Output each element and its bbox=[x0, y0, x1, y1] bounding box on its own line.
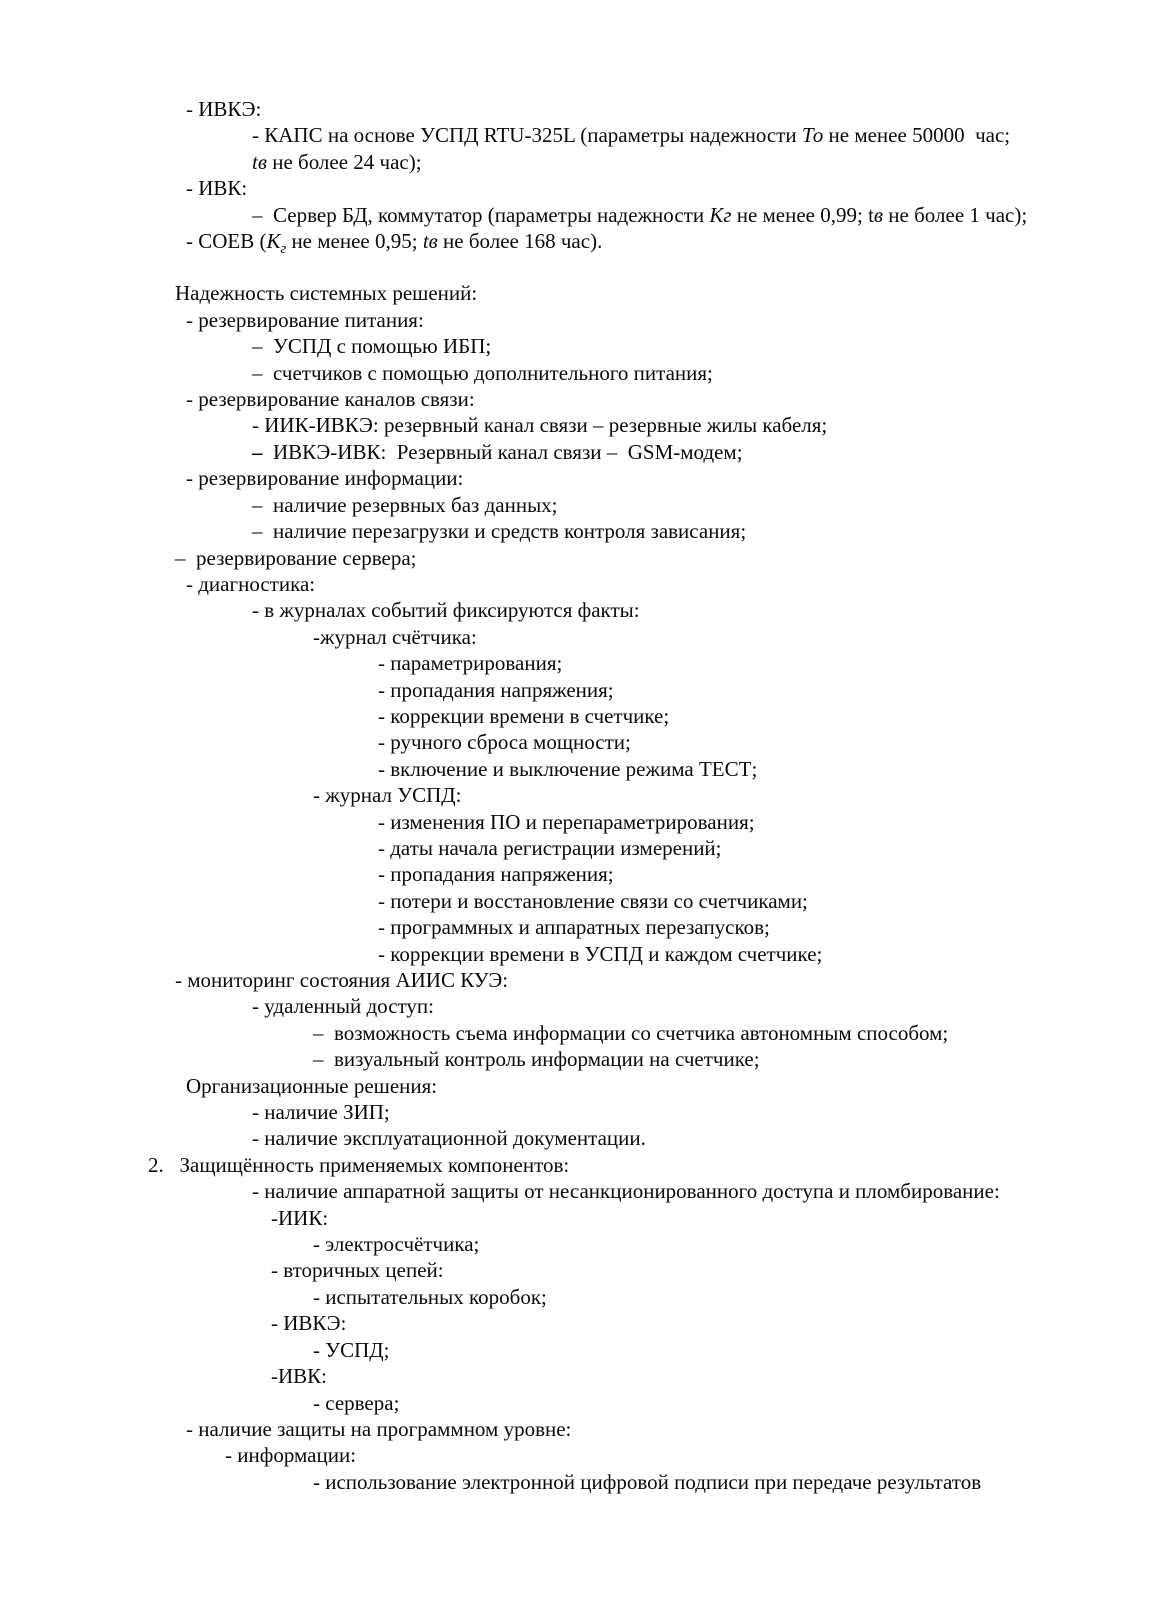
document-line: - наличие защиты на программном уровне: bbox=[186, 1416, 572, 1441]
document-line: tв не более 24 час); bbox=[252, 149, 422, 174]
document-line: 2. Защищённость применяемых компонентов: bbox=[148, 1152, 570, 1177]
document-line: - программных и аппаратных перезапусков; bbox=[378, 915, 770, 940]
document-line: – Сервер БД, коммутатор (параметры надежности Кг не менее 0,99; tв не более 1 час); bbox=[252, 202, 1028, 227]
document-line: -ИВК: bbox=[271, 1364, 328, 1389]
document-line: - пропадания напряжения; bbox=[378, 677, 614, 702]
document-line: - мониторинг состояния АИИС КУЭ: bbox=[175, 968, 509, 992]
document-line: - даты начала регистрации измерений; bbox=[378, 835, 722, 860]
document-line: - ИИК-ИВКЭ: резервный канал связи – резервные жилы кабеля; bbox=[252, 413, 828, 438]
document-line: - пропадания напряжения; bbox=[378, 862, 614, 887]
document-line: - ИВКЭ: bbox=[271, 1311, 347, 1336]
document-line: – резервирование сервера; bbox=[175, 545, 417, 570]
document-line: - удаленный доступ: bbox=[252, 994, 434, 1019]
document-line: - испытательных коробок; bbox=[313, 1284, 547, 1309]
document-line: - наличие ЗИП; bbox=[252, 1100, 390, 1125]
text-block bbox=[0, 96, 1150, 1495]
document-line: - резервирование питания: bbox=[186, 307, 424, 332]
document-line: - коррекции времени в счетчике; bbox=[378, 703, 670, 728]
document-line: - диагностика: bbox=[186, 571, 316, 596]
document-line: - изменения ПО и перепараметрирования; bbox=[378, 809, 755, 834]
document-line: – УСПД с помощью ИБП; bbox=[252, 334, 492, 359]
document-line: - сервера; bbox=[313, 1390, 400, 1415]
document-line: - в журналах событий фиксируются факты: bbox=[252, 598, 640, 623]
document-line: - наличие эксплуатационной документации. bbox=[252, 1126, 646, 1151]
document-line: - вторичных цепей: bbox=[271, 1258, 444, 1283]
document-line: – наличие перезагрузки и средств контроля зависания; bbox=[252, 519, 747, 544]
document-line: – визуальный контроль информации на счетчике; bbox=[313, 1047, 760, 1072]
document-line: – наличие резервных баз данных; bbox=[252, 492, 558, 517]
document-line: - КАПС на основе УСПД RTU-325L (параметры надежности То не менее 50000 час; bbox=[252, 123, 1011, 148]
document-line: - наличие аппаратной защиты от несанкционированного доступа и пломбирование: bbox=[252, 1179, 1000, 1204]
document-line: Организационные решения: bbox=[186, 1073, 438, 1098]
document-line: - СОЕВ ($К_г$ не менее 0,95; tв не более 168 час). bbox=[186, 229, 603, 258]
document-line: - информации: bbox=[225, 1443, 357, 1468]
document-line: - ручного сброса мощности; bbox=[378, 730, 631, 755]
document-line: – счетчиков с помощью дополнительного питания; bbox=[252, 360, 713, 385]
document-line: – ИВКЭ-ИВК: Резервный канал связи – GSM-модем; bbox=[252, 439, 743, 464]
document-line: - журнал УСПД: bbox=[313, 783, 462, 808]
document-line: - параметрирования; bbox=[378, 651, 563, 676]
document-line: - включение и выключение режима ТЕСТ; bbox=[378, 756, 758, 781]
document-line: - электросчётчика; bbox=[313, 1232, 480, 1257]
document-line: - резервирование информации: bbox=[186, 466, 464, 491]
document-line: Надежность системных решений: bbox=[175, 281, 478, 306]
document-line: - УСПД; bbox=[313, 1337, 390, 1362]
document-line: - ИВКЭ: bbox=[186, 97, 262, 121]
document-line: -ИИК: bbox=[271, 1205, 329, 1230]
document-line: – возможность съема информации со счетчика автономным способом; bbox=[313, 1020, 949, 1045]
document-line: - использование электронной цифровой подписи при передаче результатов bbox=[313, 1469, 982, 1494]
document-line: - потери и восстановление связи со счетчиками; bbox=[378, 888, 808, 913]
document-line: - ИВК: bbox=[186, 176, 248, 201]
document-line: - коррекции времени в УСПД и каждом счетчике; bbox=[378, 941, 823, 966]
document-line: -журнал счётчика: bbox=[313, 624, 477, 649]
document-line: - резервирование каналов связи: bbox=[186, 387, 475, 412]
